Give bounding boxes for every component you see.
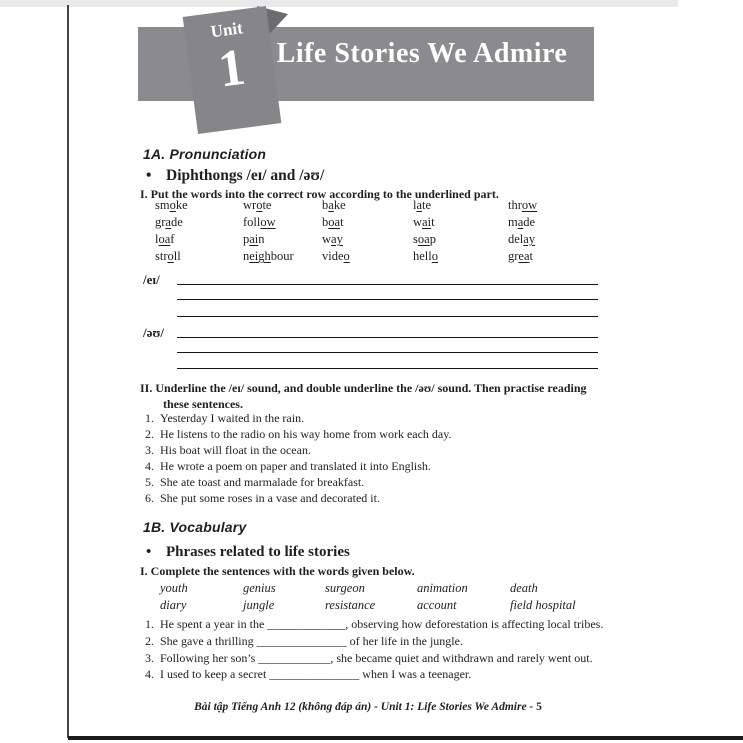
list-item <box>138 666 638 683</box>
unit-number: 1 <box>215 38 249 99</box>
list-item <box>138 616 638 633</box>
answer-line <box>177 284 598 285</box>
list-item <box>138 442 638 458</box>
word-item: bake <box>322 198 346 212</box>
word-item: wait <box>413 215 435 229</box>
vocab-word: surgeon <box>325 581 365 595</box>
ipa-label: /eɪ/ <box>143 272 160 287</box>
topic-text: Diphthongs /eɪ/ and /əʊ/ <box>166 167 325 184</box>
topic-text: Phrases related to life stories <box>166 544 350 560</box>
bullet-icon: • <box>146 167 152 184</box>
page-edge-line <box>67 5 69 738</box>
exercise-1b-i-instruction: I. Complete the sentences with the words given below. <box>140 564 415 578</box>
item-text: He listens to the radio on his way home from work each day. <box>160 427 452 442</box>
word-item: neighbour <box>243 249 294 263</box>
answer-line <box>177 337 598 338</box>
list-item <box>138 490 638 506</box>
bullet-icon: • <box>146 544 152 560</box>
ipa-answer-group <box>138 272 638 322</box>
item-number: 2. <box>145 427 154 442</box>
unit-flag <box>183 6 282 134</box>
item-number: 2. <box>145 633 154 648</box>
page-bottom-edge-bar <box>68 736 743 740</box>
word-item: stroll <box>155 249 181 263</box>
vocab-word: genius <box>243 581 276 595</box>
item-text: Yesterday I waited in the rain. <box>160 411 305 425</box>
vocab-word: animation <box>417 581 468 595</box>
word-grid <box>138 197 655 265</box>
answer-line <box>177 352 598 353</box>
footer-text: Bài tập Tiếng Anh 12 (không đáp án) - Unit 1: Life Stories We Admire - <box>194 701 534 713</box>
answer-line <box>177 316 598 317</box>
section-1a-heading: 1A. Pronunciation <box>143 146 267 162</box>
word-item: delay <box>508 232 536 246</box>
sentence-list-1a <box>138 410 638 507</box>
vocab-word: death <box>510 581 538 595</box>
vocab-word: field hospital <box>510 598 576 612</box>
topic-phrases <box>138 544 646 561</box>
unit-title: Life Stories We Admire <box>276 38 568 69</box>
vocab-word: account <box>417 598 457 612</box>
item-text: He spent a year in the _____________, observing how deforestation is affecting local tribes. <box>160 617 604 631</box>
item-text: He wrote a poem on paper and translated it into English. <box>160 459 431 474</box>
word-item: follow <box>243 215 276 229</box>
item-number: 6. <box>145 491 154 506</box>
word-item: smoke <box>155 198 188 212</box>
word-item: boat <box>322 215 344 229</box>
answer-line <box>177 299 598 300</box>
word-item: hello <box>413 249 438 263</box>
instruction-line-2: these sentences. <box>163 397 243 411</box>
list-item <box>138 426 638 442</box>
word-item: grade <box>155 215 183 229</box>
vocab-word: diary <box>160 598 187 612</box>
vocab-word: youth <box>160 581 188 595</box>
item-text: Following her son’s ____________, she became quiet and withdrawn and rarely went out. <box>160 650 593 665</box>
word-item: great <box>508 249 534 263</box>
vocab-word-box <box>138 580 660 614</box>
item-text: His boat will float in the ocean. <box>160 443 311 458</box>
list-item <box>138 458 638 474</box>
word-item: soap <box>413 232 436 246</box>
exercise-1a-ii-instruction <box>138 380 640 412</box>
item-number: 5. <box>145 475 154 490</box>
page-footer <box>68 701 668 713</box>
list-item <box>138 650 638 667</box>
ipa-label: /əʊ/ <box>143 325 165 340</box>
instruction-line-1: II. Underline the /eɪ/ sound, and double underline the /əʊ/ sound. Then practise reading <box>140 381 587 395</box>
word-item: way <box>322 232 343 246</box>
word-item: wrote <box>243 198 272 212</box>
unit-word: Unit <box>209 18 244 42</box>
footer-page-number: 5 <box>536 701 542 713</box>
item-number: 4. <box>145 459 154 474</box>
list-item <box>138 410 638 426</box>
item-number: 1. <box>145 411 154 425</box>
answer-line <box>177 368 598 369</box>
item-text: She gave a thrilling _______________ of her life in the jungle. <box>160 633 463 648</box>
word-item: throw <box>508 198 538 212</box>
item-text: She ate toast and marmalade for breakfast. <box>160 475 365 490</box>
ipa-answer-group <box>138 325 638 375</box>
list-item <box>138 633 638 650</box>
word-item: late <box>413 198 432 212</box>
item-number: 4. <box>145 667 154 682</box>
item-number: 3. <box>145 650 154 665</box>
list-item <box>138 474 638 490</box>
vocab-word: resistance <box>325 598 376 612</box>
word-item: video <box>322 249 350 263</box>
photo-top-strip <box>0 0 678 7</box>
word-item: loaf <box>155 232 175 246</box>
section-1b-heading: 1B. Vocabulary <box>143 519 247 535</box>
item-number: 3. <box>145 443 154 458</box>
item-number: 1. <box>145 617 154 631</box>
vocab-word: jungle <box>243 598 275 612</box>
exercise-1a-i-instruction: I. Put the words into the correct row according to the underlined part. <box>140 187 499 201</box>
item-text: I used to keep a secret _______________ when I was a teenager. <box>160 667 472 682</box>
sentence-list-1b <box>138 616 638 683</box>
item-text: She put some roses in a vase and decorated it. <box>160 491 380 506</box>
topic-diphthongs <box>138 167 646 185</box>
word-item: made <box>508 215 536 229</box>
word-item: pain <box>243 232 265 246</box>
